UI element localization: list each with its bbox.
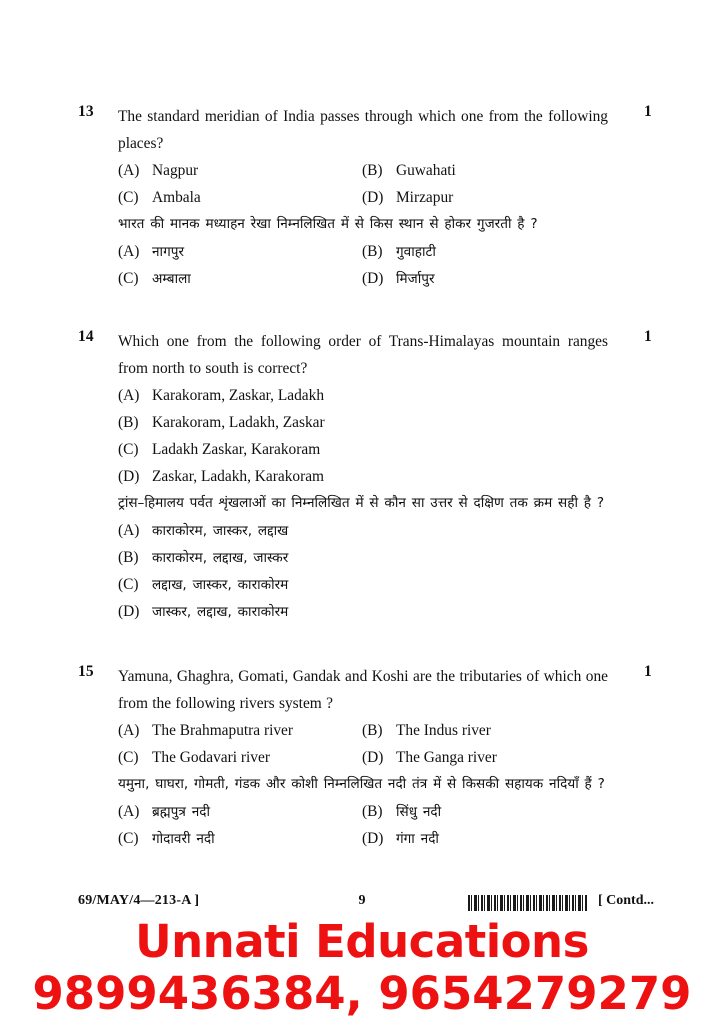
question-13-english-option-row-1: [118, 157, 724, 184]
question-number-13: 13: [78, 103, 94, 120]
option-label-a: (A): [118, 803, 140, 820]
option-text-a: Karakoram, Zaskar, Ladakh: [152, 387, 325, 404]
question-14-english-option-b[interactable]: [118, 409, 325, 436]
question-15-english-option-d[interactable]: [362, 744, 497, 771]
question-13-english-option-c[interactable]: [118, 184, 201, 211]
question-number-15: 15: [78, 663, 94, 680]
watermark-phone: 9899436384, 9654279279: [32, 967, 692, 1020]
option-label-c: (C): [118, 441, 139, 458]
continued-label: [ Contd...: [598, 893, 655, 908]
option-label-d: (D): [118, 603, 140, 620]
question-13-hindi-option-row-1: [118, 238, 724, 265]
option-text-c: गोदावरी नदी: [152, 831, 215, 847]
question-15-hindi-option-d[interactable]: [362, 825, 439, 853]
question-block-15: [0, 663, 724, 852]
question-15-english-stem: Yamuna, Ghaghra, Gomati, Gandak and Koshi are the tributaries of which one from the following rivers system ?: [118, 668, 608, 712]
question-14-hindi-option-row-2: [118, 544, 724, 571]
question-14-english-option-a[interactable]: [118, 382, 324, 409]
option-label-c: (C): [118, 189, 139, 206]
question-14-english-option-row-2: [118, 409, 724, 436]
option-label-b: (B): [118, 549, 139, 566]
paper-code: 69/MAY/4—213-A ]: [78, 893, 200, 908]
question-13-english-option-a[interactable]: [118, 157, 198, 184]
question-13-hindi-option-b[interactable]: [362, 238, 436, 266]
page-number: 9: [358, 893, 366, 908]
option-text-d: The Ganga river: [396, 749, 497, 766]
question-14-hindi-stem: ट्रांस–हिमालय पर्वत शृंखलाओं का निम्नलिखित में से कौन सा उत्तर से दक्षिण तक क्रम सही है ?: [118, 495, 605, 511]
question-15-english-option-a[interactable]: [118, 717, 293, 744]
watermark-overlay: [0, 916, 724, 1020]
option-text-b: काराकोरम, लद्दाख, जास्कर: [152, 550, 289, 566]
option-text-c: Ladakh Zaskar, Karakoram: [152, 441, 321, 458]
question-13-english-option-b[interactable]: [362, 157, 456, 184]
option-text-d: मिर्जापुर: [396, 271, 435, 287]
option-text-b: सिंधु नदी: [396, 804, 442, 820]
page-footer: [0, 893, 724, 917]
question-14-header: [0, 328, 724, 382]
question-13-english-option-d[interactable]: [362, 184, 453, 211]
question-14-hindi-option-b[interactable]: [118, 544, 288, 572]
option-text-c: Ambala: [152, 189, 201, 206]
question-marks-15: 1: [644, 663, 652, 680]
question-15-header: [0, 663, 724, 717]
option-text-d: Mirzapur: [396, 189, 454, 206]
option-label-d: (D): [362, 189, 384, 206]
question-13-hindi-option-row-2: [118, 265, 724, 292]
option-label-d: (D): [362, 830, 384, 847]
question-15-hindi-option-b[interactable]: [362, 798, 441, 826]
option-text-c: The Godavari river: [152, 749, 270, 766]
question-14-hindi-option-a[interactable]: [118, 517, 288, 545]
question-13-hindi-option-a[interactable]: [118, 238, 184, 266]
question-13-hindi-option-c[interactable]: [118, 265, 191, 293]
option-label-b: (B): [118, 414, 139, 431]
question-marks-13: 1: [644, 103, 652, 120]
option-label-b: (B): [362, 803, 383, 820]
option-text-d: जास्कर, लद्दाख, काराकोरम: [152, 604, 289, 620]
option-text-a: The Brahmaputra river: [152, 722, 294, 739]
question-14-english-stem: Which one from the following order of Trans-Himalayas mountain ranges from north to south is correct?: [118, 333, 608, 377]
question-14-english-option-d[interactable]: [118, 463, 324, 490]
option-text-d: गंगा नदी: [396, 831, 439, 847]
question-13-english-stem: The standard meridian of India passes through which one from the following places?: [118, 108, 608, 152]
question-14-english-option-c[interactable]: [118, 436, 320, 463]
option-text-a: Nagpur: [152, 162, 199, 179]
option-label-d: (D): [362, 270, 384, 287]
option-label-c: (C): [118, 270, 139, 287]
option-text-c: अम्बाला: [152, 271, 191, 287]
question-block-13: [0, 103, 724, 292]
option-label-a: (A): [118, 162, 140, 179]
question-marks-14: 1: [644, 328, 652, 345]
option-label-c: (C): [118, 576, 139, 593]
question-number-14: 14: [78, 328, 94, 345]
option-text-b: The Indus river: [396, 722, 491, 739]
option-text-a: ब्रह्मपुत्र नदी: [152, 804, 210, 820]
question-13-hindi-stem: भारत की मानक मध्याहन रेखा निम्नलिखित में से किस स्थान से होकर गुजरती है ?: [118, 216, 538, 232]
question-14-hindi-option-row-4: [118, 598, 724, 625]
watermark-name: Unnati Educations: [135, 915, 589, 968]
question-15-english-option-row-1: [118, 717, 724, 744]
question-15-english-option-b[interactable]: [362, 717, 491, 744]
question-15-hindi-option-a[interactable]: [118, 798, 210, 826]
question-block-14: [0, 328, 724, 625]
option-label-b: (B): [362, 243, 383, 260]
option-text-b: Karakoram, Ladakh, Zaskar: [152, 414, 325, 431]
question-14-english-option-row-4: [118, 463, 724, 490]
option-text-b: गुवाहाटी: [396, 244, 436, 260]
question-14-english-option-row-3: [118, 436, 724, 463]
option-label-c: (C): [118, 830, 139, 847]
option-label-b: (B): [362, 722, 383, 739]
question-15-english-option-row-2: [118, 744, 724, 771]
option-text-a: नागपुर: [152, 244, 184, 260]
question-15-english-option-c[interactable]: [118, 744, 270, 771]
question-14-hindi-option-row-3: [118, 571, 724, 598]
question-14-english-option-row-1: [118, 382, 724, 409]
question-14-hindi-option-d[interactable]: [118, 598, 288, 626]
option-label-b: (B): [362, 162, 383, 179]
option-label-d: (D): [362, 749, 384, 766]
option-label-a: (A): [118, 522, 140, 539]
option-label-a: (A): [118, 722, 140, 739]
option-text-d: Zaskar, Ladakh, Karakoram: [152, 468, 325, 485]
option-label-c: (C): [118, 749, 139, 766]
question-13-english-option-row-2: [118, 184, 724, 211]
question-15-hindi-option-c[interactable]: [118, 825, 215, 853]
question-15-hindi-option-row-2: [118, 825, 724, 852]
question-13-hindi-option-d[interactable]: [362, 265, 435, 293]
question-14-hindi-option-c[interactable]: [118, 571, 288, 599]
option-label-a: (A): [118, 387, 140, 404]
option-label-d: (D): [118, 468, 140, 485]
option-label-a: (A): [118, 243, 140, 260]
barcode-icon: [468, 895, 588, 911]
question-15-hindi-option-row-1: [118, 798, 724, 825]
question-14-hindi-option-row-1: [118, 517, 724, 544]
question-13-header: [0, 103, 724, 157]
option-text-a: काराकोरम, जास्कर, लद्दाख: [152, 523, 289, 539]
question-15-hindi-stem: यमुना, घाघरा, गोमती, गंडक और कोशी निम्नलिखित नदी तंत्र में से किसकी सहायक नदियाँ हैं ?: [118, 776, 605, 792]
option-text-b: Guwahati: [396, 162, 456, 179]
option-text-c: लद्दाख, जास्कर, काराकोरम: [152, 577, 289, 593]
